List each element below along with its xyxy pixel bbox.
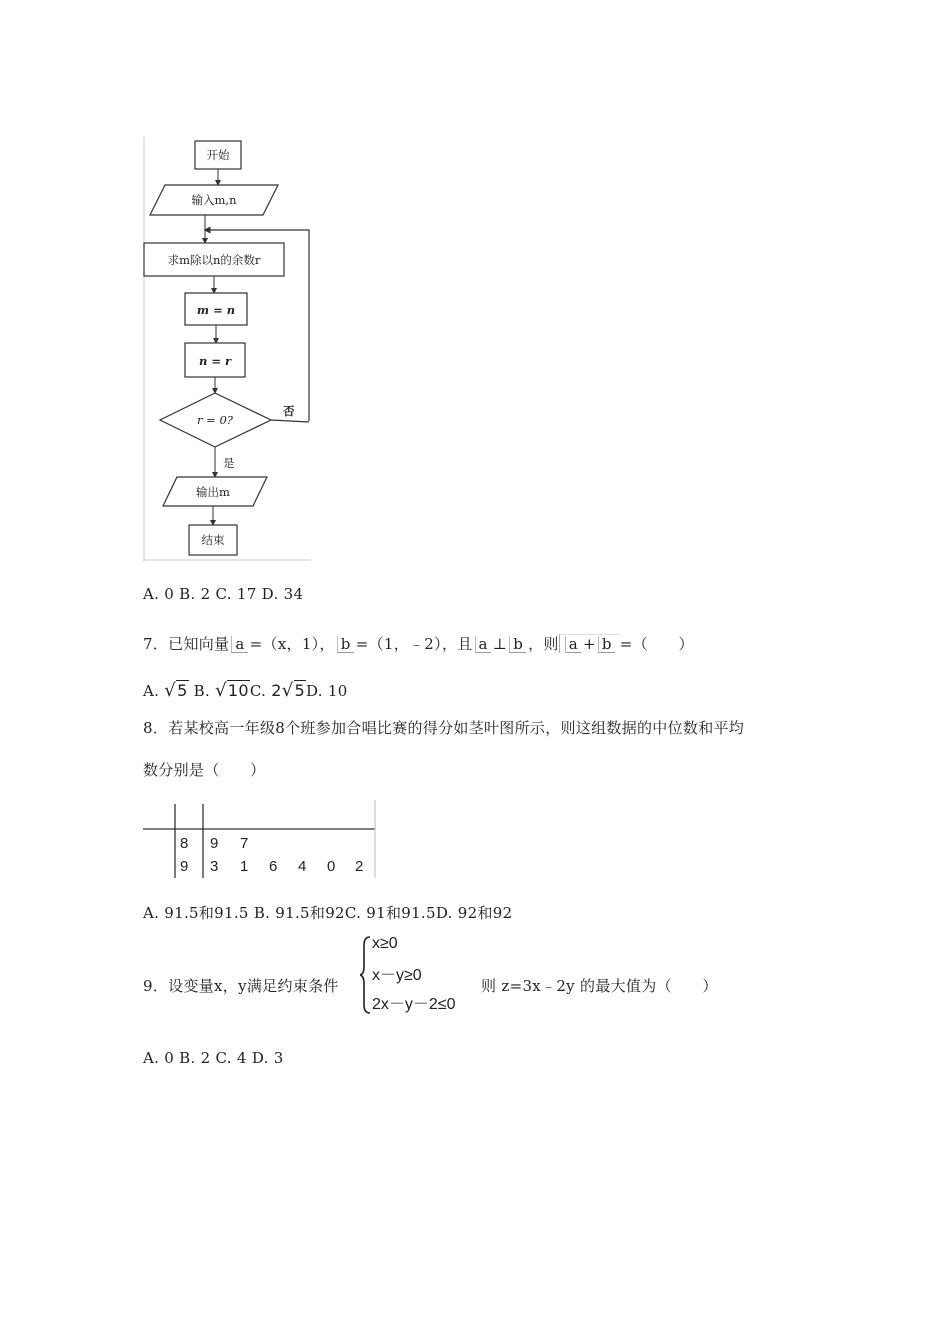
flowchart-yes-label: 是 [223, 456, 235, 470]
vector-b: b [337, 636, 354, 653]
leaf-row-2-1: 3 [210, 858, 219, 875]
q7-opt-b-value: 10 [227, 681, 249, 700]
flowchart-input-label: 输入m,n [191, 193, 237, 207]
q7-opt-a-value: 5 [177, 681, 188, 700]
q7-opt-c-coef: 2 [271, 681, 282, 700]
q7-options [143, 680, 348, 701]
flowchart-no-label: 否 [283, 404, 295, 418]
q8-line1: 8．若某校高一年级8个班参加合唱比赛的得分如茎叶图所示，则这组数据的中位数和平均 [143, 719, 745, 737]
q7-opt-d: D. 10 [306, 682, 348, 700]
q7-opt-b-label: B. [193, 682, 211, 700]
vector-b-2: b [509, 636, 526, 653]
leaf-row-2-4: 4 [298, 858, 307, 875]
q7-question [143, 633, 694, 654]
leaf-row-2-3: 6 [269, 858, 278, 875]
q9-suffix: 则 z=3x﹣2y 的最大值为（ ） [481, 977, 718, 995]
q7-opt-c-value: 5 [294, 681, 305, 700]
flowchart-assign-m-label: m = n [196, 303, 236, 317]
q7-perp: ⊥ [492, 635, 508, 653]
flowchart [143, 137, 311, 562]
q9-options: A. 0 B. 2 C. 4 D. 3 [143, 1049, 284, 1067]
q9-prefix: 9．设变量x，y满足约束条件 [143, 977, 339, 995]
flowchart-assign-n-label: n = r [198, 354, 232, 368]
q7-opt-a-label: A. [143, 682, 160, 700]
vector-a-3: a [565, 636, 581, 653]
q7-then: ，则 [528, 635, 559, 653]
q7-eq2: =（1，﹣2），且 [355, 635, 473, 653]
flowchart-start-label: 开始 [206, 148, 230, 162]
vector-a-2: a [475, 636, 491, 653]
q7-plus: + [582, 635, 596, 653]
q8-line2: 数分别是（ ） [143, 761, 266, 779]
leaf-row-2-6: 2 [355, 858, 364, 875]
flowchart-output-label: 输出m [196, 485, 230, 499]
constraint-system [360, 935, 480, 1015]
stem-row-1: 8 [180, 835, 189, 852]
flowchart-end-label: 结束 [201, 533, 225, 547]
q7-opt-a-radical: √5 [164, 680, 188, 701]
q7-opt-c-radical: 2√5 [271, 680, 305, 701]
vector-a: a [231, 636, 247, 653]
q7-prefix: 7．已知向量 [143, 635, 230, 653]
q7-tail: =（ ） [619, 635, 694, 653]
vector-b-3: b [598, 636, 615, 653]
leaf-row-1-2: 7 [240, 835, 249, 852]
vector-sum [559, 634, 620, 653]
q7-opt-c-label: C. [249, 682, 267, 700]
flowchart-remainder-label: 求m除以n的余数r [167, 253, 261, 267]
stem-row-2: 9 [180, 858, 189, 875]
leaf-row-2-5: 0 [327, 858, 336, 875]
q6-options: A. 0 B. 2 C. 17 D. 34 [143, 585, 304, 603]
leaf-row-2-2: 1 [240, 858, 249, 875]
flowchart-condition-label: r = 0? [197, 413, 233, 427]
q7-eq1: =（x，1）， [249, 635, 335, 653]
stem-leaf-plot [143, 800, 378, 880]
q7-opt-b-radical: √10 [215, 680, 249, 701]
constraint-1: x≥0 [372, 935, 398, 952]
constraint-3: 2x－y－2≤0 [372, 996, 456, 1013]
stem-leaf-lines [143, 800, 378, 880]
leaf-row-1-1: 9 [210, 835, 219, 852]
constraint-2: x－y≥0 [372, 967, 422, 984]
q8-options: A. 91.5和91.5 B. 91.5和92C. 91和91.5D. 92和92 [143, 904, 513, 922]
